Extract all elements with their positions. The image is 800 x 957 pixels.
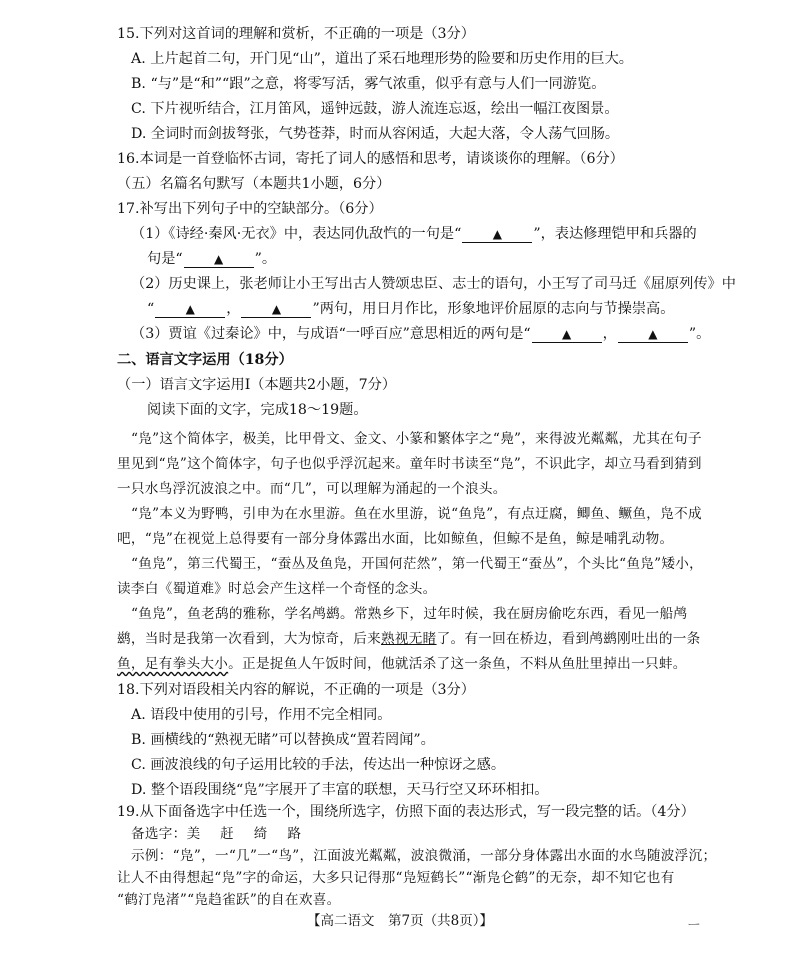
q17-item3-line1: （3）贾谊《过秦论》中，与成语“一呼百应”意思相近的两句是“ ▲ ， ▲ ”。 (131, 326, 711, 342)
q19-stem: 19.从下面备选字中任选一个，围绕所选字，仿照下面的表达形式，写一段完整的话。（4分） (117, 804, 695, 820)
triangle-marker-icon: ▲ (562, 327, 572, 341)
q17-item1-line2: 句是“ ▲ ”。 (147, 251, 277, 267)
passage-line: 吧，“凫”在视觉上总得要有一部分身体露出水面，比如鲸鱼，但鲸不是鱼，鲸是哺乳动物。 (117, 531, 674, 547)
triangle-marker-icon: ▲ (185, 302, 195, 316)
wavy-underlined-phrase: 鱼，足有拳头大小 (117, 656, 229, 672)
q15-option-d: D. 全词时而剑拔弩张，气势苍莽，时而从容闲适，大起大落，令人荡气回肠。 (131, 126, 620, 142)
q19-example-line: “鹤汀凫渚”“凫趋雀跃”的自在欢喜。 (117, 892, 341, 908)
triangle-marker-icon: ▲ (648, 327, 658, 341)
passage-line: “凫”本义为野鸭，引申为在水里游。鱼在水里游，说“鱼凫”，有点迂腐，鲫鱼、鳜鱼，凫不成 (131, 506, 702, 522)
q19-example-line: 示例：“凫”，一“几”一“鸟”，江面波光粼粼，波浪微涌，一部分身体露出水面的水鸟随波浮沉； (131, 848, 717, 864)
q15-option-b: B. “与”是“和”“跟”之意，将零写活，雾气浓重，似乎有意与人们一同游览。 (131, 76, 606, 92)
q17-stem: 17.补写出下列句子中的空缺部分。（6分） (117, 201, 383, 217)
answer-blank[interactable] (532, 326, 602, 343)
section5-title: （五）名篇名句默写（本题共1小题，6分） (117, 176, 391, 192)
passage-line: 读李白《蜀道难》时总会产生这样一个奇怪的念头。 (117, 581, 437, 597)
passage-line: 里见到“凫”这个简体字，句子也似乎浮沉起来。童年时书读至“凫”，不识此字，却立马看到猜到 (117, 456, 702, 472)
passage-line: “凫”这个简体字，极美，比甲骨文、金文、小篆和繁体字之“鳧”，来得波光粼粼，尤其在句子 (131, 431, 702, 447)
q15-option-a: A. 上片起首二句，开门见“山”，道出了采石地理形势的险要和历史作用的巨大。 (131, 51, 633, 67)
q18-option-c: C. 画波浪线的句子运用比较的手法，传达出一种惊讶之感。 (131, 757, 506, 773)
q18-option-b: B. 画横线的“熟视无睹”可以替换成“置若罔闻”。 (131, 732, 435, 748)
page-footer: 【高二语文 第7页（共8页）】 (307, 913, 493, 929)
answer-blank[interactable] (184, 251, 254, 268)
q17-item2-line2: “ ▲ ， ▲ ”两句，用日月作比，形象地评价屈原的志向与节操崇高。 (147, 301, 675, 317)
passage-line: 一只水鸟浮沉波浪之中。而“几”，可以理解为涌起的一个浪头。 (117, 481, 507, 497)
q15-option-c: C. 下片视听结合，江月笛风，遥钟远鼓，游人流连忘返，绘出一幅江夜图景。 (131, 101, 619, 117)
passage-line: “鱼凫”，鱼老鸹的雅称，学名鸬鹚。常熟乡下，过年时候，我在厨房偷吃东西，看见一船鸬 (131, 606, 688, 622)
q18-option-a: A. 语段中使用的引号，作用不完全相同。 (131, 707, 392, 723)
underlined-phrase: 熟视无睹 (380, 631, 437, 647)
triangle-marker-icon: ▲ (492, 227, 502, 241)
q15-stem: 15.下列对这首词的理解和赏析，不正确的一项是（3分） (117, 26, 475, 42)
q16-stem: 16.本词是一首登临怀古词，寄托了词人的感悟和思考，请谈谈你的理解。（6分） (117, 151, 624, 167)
candidate-characters: 美赶绮路 (186, 826, 321, 842)
corner-mark: ㅡ (688, 918, 700, 932)
passage-line: “鱼凫”，第三代蜀王，“蚕丛及鱼凫，开国何茫然”，第一代蜀王“蚕丛”，个头比“鱼凫”矮小， (131, 556, 704, 572)
q17-item2-line1: （2）历史课上，张老师让小王写出古人赞颂忠臣、志士的语句，小王写了司马迁《屈原列传》中 (131, 276, 736, 292)
answer-blank[interactable] (155, 301, 225, 318)
triangle-marker-icon: ▲ (214, 252, 224, 266)
passage-line: 鱼，足有拳头大小。正是捉鱼人午饭时间，他就活杀了这一条鱼，不料从鱼肚里掉出一只蚌。 (117, 656, 687, 672)
part2-title: 二、语言文字运用（18分） (117, 352, 293, 368)
answer-blank[interactable] (241, 301, 311, 318)
answer-blank[interactable] (618, 326, 688, 343)
section1-title: （一）语言文字运用Ⅰ（本题共2小题，7分） (117, 377, 397, 393)
q17-item1-line1: （1）《诗经·秦风·无衣》中，表达同仇敌忾的一句是“ ▲ ”，表达修理铠甲和兵器的 (131, 226, 697, 242)
answer-blank[interactable] (462, 226, 532, 243)
q19-example-line: 让人不由得想起“凫”字的命运，大多只记得那“凫短鹤长”“渐凫仑鹤”的无奈，却不知它也有 (117, 870, 675, 886)
q18-option-d: D. 整个语段围绕“凫”字展开了丰富的联想，天马行空又环环相扣。 (131, 782, 549, 798)
q18-stem: 18.下列对语段相关内容的解说，不正确的一项是（3分） (117, 682, 475, 698)
triangle-marker-icon: ▲ (271, 302, 282, 316)
reading-intro: 阅读下面的文字，完成18～19题。 (147, 402, 368, 418)
passage-line: 鹚，当时是我第一次看到，大为惊奇，后来熟视无睹了。有一回在桥边，看到鸬鹚刚吐出的一条 (117, 631, 701, 647)
q19-options: 备选字：美赶绮路 (131, 826, 321, 842)
